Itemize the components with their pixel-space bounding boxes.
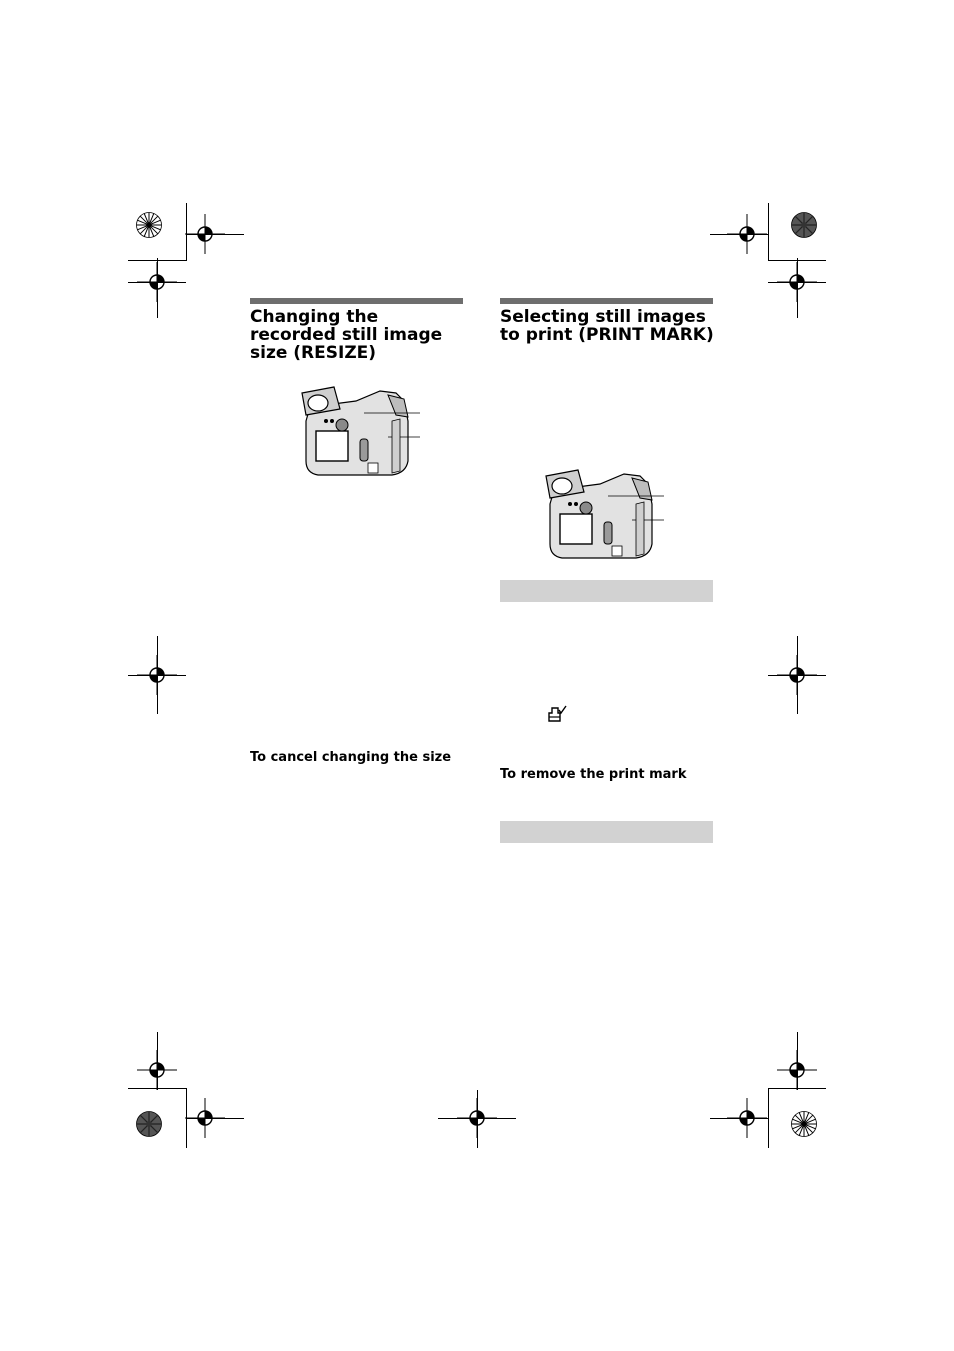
section-rule — [500, 298, 713, 304]
subheading-cancel-resize: To cancel changing the size — [250, 750, 452, 765]
trim-line — [157, 1032, 158, 1090]
trim-line — [797, 1032, 798, 1090]
radial-target-icon — [136, 1111, 162, 1137]
trim-line — [128, 1088, 186, 1089]
section-heading-resize: Changing the recorded still image size (RESIZE) — [250, 307, 443, 363]
radial-target-icon — [791, 212, 817, 238]
trim-line — [768, 1088, 826, 1089]
trim-line — [186, 234, 244, 235]
subheading-remove-print-mark: To remove the print mark — [500, 767, 687, 782]
section-rule — [250, 298, 463, 304]
trim-line — [768, 1088, 769, 1148]
trim-line — [710, 1118, 768, 1119]
trim-line — [768, 675, 826, 676]
radial-target-icon — [136, 212, 162, 238]
trim-line — [768, 203, 769, 261]
trim-line — [186, 1118, 244, 1119]
trim-line — [128, 282, 186, 283]
radial-target-icon — [791, 1111, 817, 1137]
trim-line — [710, 234, 768, 235]
trim-line — [477, 1090, 478, 1148]
shaded-band — [500, 580, 713, 602]
shaded-band — [500, 821, 713, 843]
trim-line — [768, 282, 826, 283]
camera-back-illustration — [296, 381, 420, 481]
trim-line — [157, 258, 158, 318]
camera-back-illustration — [540, 464, 664, 564]
trim-line — [797, 258, 798, 318]
section-heading-print-mark: Selecting still images to print (PRINT MARK) — [500, 307, 714, 345]
print-mark-icon — [547, 705, 567, 723]
trim-line — [128, 675, 186, 676]
